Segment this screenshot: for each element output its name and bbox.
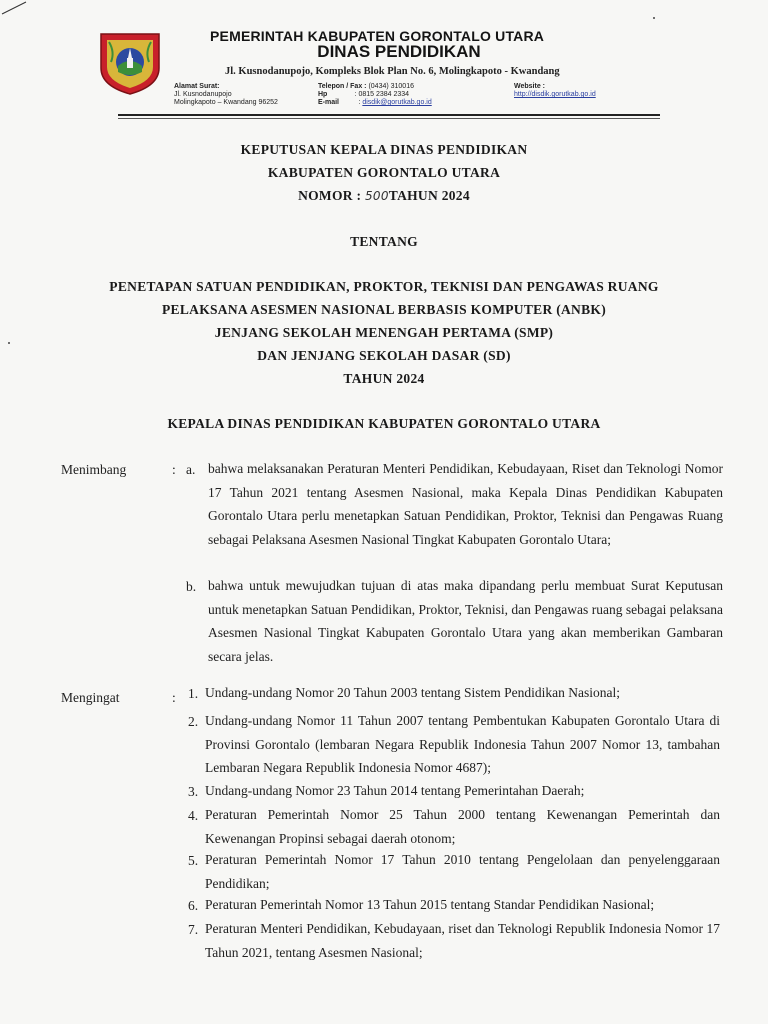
authority-heading: KEPALA DINAS PENDIDIKAN KABUPATEN GORONTALO UTARA [167,416,601,431]
mengingat-mark-5: 5. [188,853,199,868]
mengingat-item-3: Undang-undang Nomor 23 Tahun 2014 tentang Pemerintahan Daerah; [205,783,585,798]
mengingat-item-4: Peraturan Pemerintah Nomor 25 Tahun 2000 tentang Kewenangan Pemerintah dan Kewenangan Propinsi sebagai daerah otonom; [205,807,720,846]
phone-block: Telepon / Fax : (0434) 310016 Hp : 0815 2384 2334 E-mail : disdik@gorutkab.go.id [318,83,432,106]
regency-emblem-logo [95,28,165,96]
scan-corner-mark [0,0,30,20]
letterhead-address: Jl. Kusnodanupojo, Kompleks Blok Plan No. 6, Molingkapoto - Kwandang [225,66,560,77]
mengingat-mark-1: 1. [188,686,199,701]
phone-label: Telepon / Fax : [318,83,367,90]
letterhead-dept: DINAS PENDIDIKAN [317,42,481,61]
decree-title-line2: KABUPATEN GORONTALO UTARA [267,165,501,180]
menimbang-colon: : [172,462,176,477]
letterhead-org: PEMERINTAH KABUPATEN GORONTALO UTARA [210,28,545,44]
mail-address-block [174,83,278,107]
subject-line-2: PELAKSANA ASESMEN NASIONAL BERBASIS KOMPUTER (ANBK) [161,302,606,317]
email-label: E-mail [318,99,340,106]
mengingat-label: Mengingat [61,690,120,705]
mengingat-item-2: Undang-undang Nomor 11 Tahun 2007 tentang Pembentukan Kabupaten Gorontalo Utara di Provinsi Gorontalo (lembaran Negara Republik Indonesia Tahun 2007 Nomor 13, tambahan Lembaran Negara Republik Indonesia Nomor 4687); [205,713,720,775]
mengingat-mark-6: 6. [188,898,199,913]
letterhead-divider-thin [118,118,660,119]
tentang-heading: TENTANG [350,234,418,249]
menimbang-item-a: bahwa melaksanakan Peraturan Menteri Pendidikan, Kebudayaan, Riset dan Teknologi Nomor 17 Tahun 2021 tentang Asesmen Nasional, maka Kepala Dinas Pendidikan Kabupaten Gorontalo Utara perlu menetapkan Satuan Pendidikan, Proktor, Teknisi dan Pengawas Ruang sebagai Pelaksana Asesmen Nasional Tingkat Kabupaten Gorontalo Utara; [208,461,723,547]
menimbang-mark-a: a. [186,462,196,477]
scan-speck [8,342,10,344]
mengingat-mark-4: 4. [188,808,199,823]
subject-line-3: JENJANG SEKOLAH MENENGAH PERTAMA (SMP) [214,325,554,340]
mengingat-mark-3: 3. [188,784,199,799]
mengingat-item-6: Peraturan Pemerintah Nomor 13 Tahun 2015 tentang Standar Pendidikan Nasional; [205,897,655,912]
nomor-suffix: TAHUN 2024 [388,188,470,203]
website-link[interactable]: http://disdik.gorutkab.go.id [514,91,596,98]
mail-label: Alamat Surat: [174,83,220,90]
mengingat-mark-7: 7. [188,922,199,937]
decree-number [0,188,768,204]
menimbang-label: Menimbang [61,462,127,477]
hp-label: Hp [318,91,328,98]
nomor-prefix: NOMOR : [298,188,362,203]
subject-line-4: DAN JENJANG SEKOLAH DASAR (SD) [257,348,511,363]
mengingat-colon: : [172,690,176,705]
mengingat-item-5: Peraturan Pemerintah Nomor 17 Tahun 2010 tentang Pengelolaan dan penyelenggaraan Pendidikan; [205,852,720,891]
letterhead-divider [118,114,660,116]
handwritten-number: 500 [364,189,389,203]
menimbang-item-b: bahwa untuk mewujudkan tujuan di atas maka dipandang perlu membuat Surat Keputusan untuk menetapkan Satuan Pendidikan, Proktor, Teknisi, dan Pengawas ruang sebagai pelaksana Asesmen Nasional Tingkat Kabupaten Gorontalo Utara yang akan memberikan Gambaran secara jelas. [208,578,723,664]
mail-line-1: Jl. Kusnodanupojo [174,91,232,98]
phone-value: (0434) 310016 [368,83,414,90]
menimbang-mark-b: b. [186,579,197,594]
email-link[interactable]: disdik@gorutkab.go.id [362,99,432,106]
mengingat-mark-2: 2. [188,714,199,729]
mengingat-item-1: Undang-undang Nomor 20 Tahun 2003 tentang Sistem Pendidikan Nasional; [205,685,620,700]
subject-line-5: TAHUN 2024 [343,371,425,386]
website-block [514,83,596,99]
hp-value: : 0815 2384 2334 [354,91,410,98]
decree-title-line1: KEPUTUSAN KEPALA DINAS PENDIDIKAN [240,142,528,157]
mail-line-2: Molingkapoto – Kwandang 96252 [174,99,278,106]
subject-line-1: PENETAPAN SATUAN PENDIDIKAN, PROKTOR, TEKNISI DAN PENGAWAS RUANG [109,279,659,294]
website-label: Website : [514,83,545,90]
scan-speck [653,17,655,19]
mengingat-item-7: Peraturan Menteri Pendidikan, Kebudayaan, riset dan Teknologi Republik Indonesia Nomor 17 Tahun 2021, tentang Asesmen Nasional; [205,921,720,960]
